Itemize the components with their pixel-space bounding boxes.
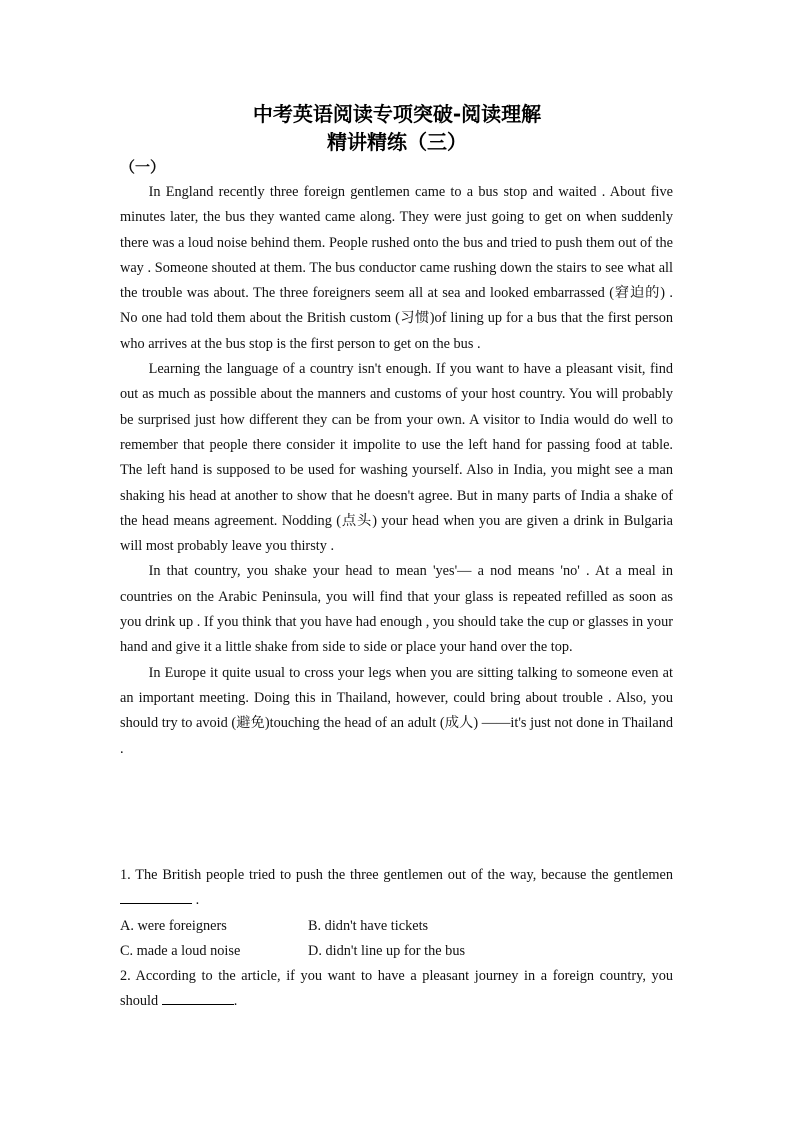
passage-paragraph: In England recently three foreign gentlemen came to a bus stop and waited . About five minutes later, the bus they wanted came along. They were just going to get on when suddenly there was a loud noise behind them. People rushed onto the bus and tried to push them out of the way . Someone shouted at them. The bus conductor came rushing down the stairs to see what all the trouble was about. The three foreigners seem all at sea and looked embarrassed (窘迫的) . No one had told them about the British custom (习惯)of lining up for a bus that the first person who arrives at the bus stop is the first person to get on the bus . (120, 184, 673, 352)
questions (120, 863, 673, 1015)
passage-paragraph: Learning the language of a country isn't enough. If you want to have a pleasant visit, find out as much as possible about the manners and customs of your host country. You will probably be surprised just how different they can be from your own. A visitor to India would do well to remember that people there consider it impolite to use the left hand for passing food at table. The left hand is supposed to be used for washing yourself. Also in India, you might see a man shaking his head at another to show that he doesn't agree. But in many parts of India a shake of the head means agreement. Nodding (点头) your head when you are given a drink in Bulgaria will most probably leave you thirsty . (120, 361, 673, 555)
question-1-stem: 1. The British people tried to push the three gentlemen out of the way, because the gentlemen (120, 867, 673, 883)
option-c[interactable]: C. made a loud noise (120, 942, 241, 959)
question-1-options-row-2 (120, 939, 673, 964)
section-label: （一） (120, 158, 166, 176)
question-2 (120, 964, 673, 1015)
reading-passage (120, 180, 673, 762)
answer-blank[interactable] (162, 990, 234, 1005)
passage-paragraph: In Europe it quite usual to cross your legs when you are sitting talking to someone even at an important meeting. Doing this in Thailand, however, could bring about trouble . Also, you should try to avoid (避免)touching the head of an adult (成人) ——it's just not done in Thailand . (120, 664, 673, 757)
option-d[interactable]: D. didn't line up for the bus (308, 942, 466, 959)
question-1-end: . (195, 892, 200, 909)
option-a[interactable]: A. were foreigners (120, 917, 227, 934)
answer-blank[interactable] (120, 889, 192, 904)
option-b[interactable]: B. didn't have tickets (308, 917, 429, 934)
question-2-stem: 2. According to the article, if you want to have a pleasant journey in a foreign country, you should (120, 968, 673, 1010)
document-title: 中考英语阅读专项突破-阅读理解 (252, 102, 542, 126)
question-1-options-row-1 (120, 914, 673, 939)
question-2-end: . (233, 993, 238, 1010)
passage-paragraph: In that country, you shake your head to mean 'yes'— a nod means 'no' . At a meal in countries on the Arabic Peninsula, you will find that your glass is repeated refilled as soon as you drink up . If you think that you have had enough , you should take the cup or glasses in your hand and give it a little shake from side to side or place your hand over the top. (120, 563, 673, 656)
document-subtitle: 精讲精练（三） (327, 130, 467, 154)
question-1 (120, 863, 673, 914)
